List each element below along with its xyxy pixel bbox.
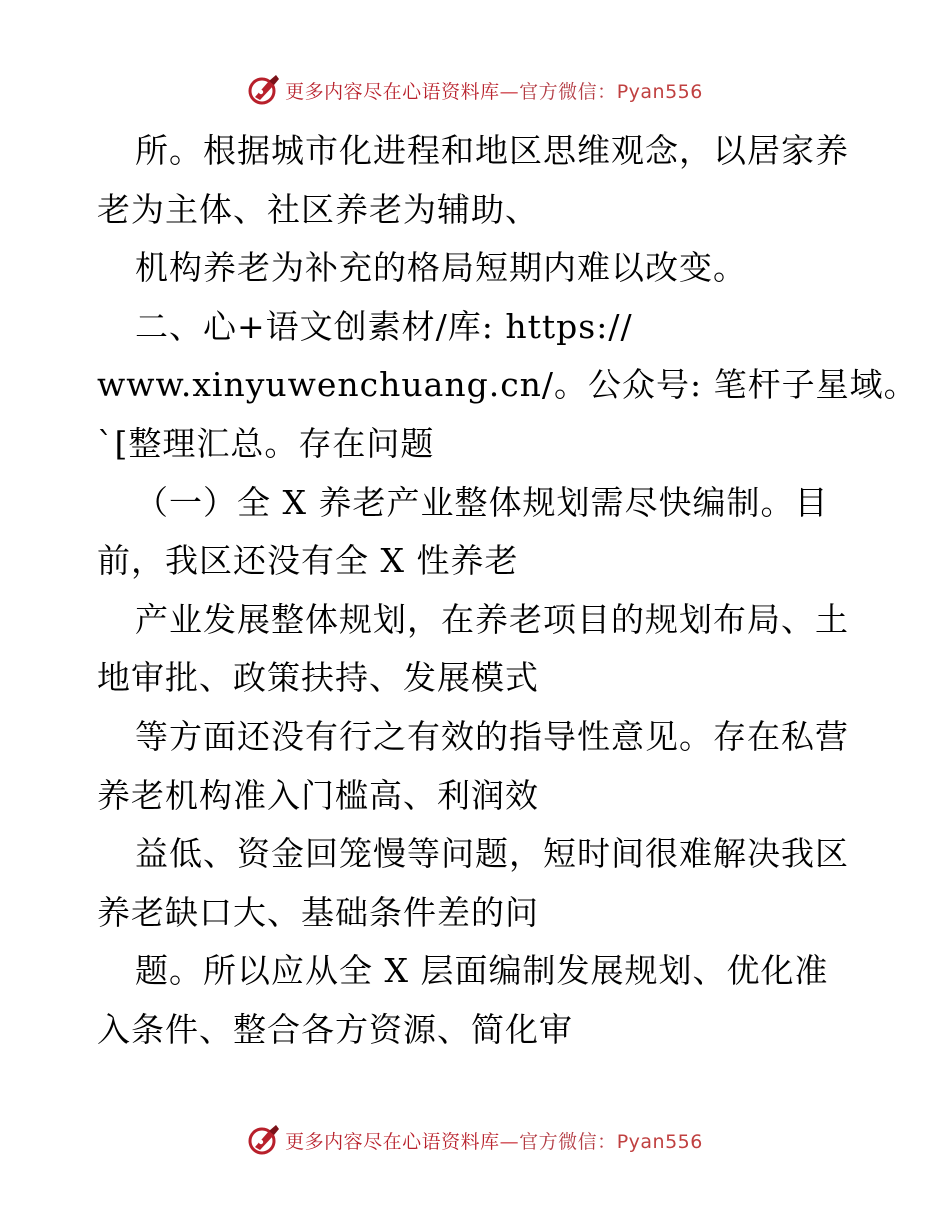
- text-line: 老为主体、社区养老为辅助、: [97, 189, 539, 229]
- pen-nib-logo-icon: [247, 73, 281, 107]
- footer-banner-title: 更多内容尽在心语资料库: [285, 1130, 500, 1153]
- document-body: [97, 122, 918, 1060]
- header-banner: [0, 70, 950, 110]
- text-line: `[整理汇总。存在问题: [97, 423, 435, 463]
- header-banner-dash: —: [499, 80, 520, 103]
- text-line: 机构养老为补充的格局短期内难以改变。: [135, 248, 747, 288]
- footer-banner: [0, 1120, 950, 1160]
- text-line: （一）全 X 养老产业整体规划需尽快编制。目: [135, 482, 829, 522]
- header-wechat-label: 官方微信：: [519, 80, 617, 103]
- text-line: 题。所以应从全 X 层面编制发展规划、优化准: [135, 951, 829, 991]
- text-line: 等方面还没有行之有效的指导性意见。存在私营: [135, 716, 849, 756]
- header-banner-text: [285, 77, 703, 104]
- pen-nib-logo-icon: [247, 1123, 281, 1157]
- header-banner-title: 更多内容尽在心语资料库: [285, 80, 500, 103]
- header-wechat-id: Pyan556: [616, 80, 703, 103]
- text-line: www.xinyuwenchuang.cn/。公众号: 笔杆子星域。: [97, 365, 918, 405]
- text-line: 养老机构准入门槛高、利润效: [97, 775, 539, 815]
- text-line: 二、心+语文创素材/库: https://: [135, 306, 633, 346]
- text-line: 所。根据城市化进程和地区思维观念，以居家养: [135, 131, 849, 170]
- text-line: 地审批、政策扶持、发展模式: [97, 658, 539, 698]
- footer-banner-dash: —: [499, 1130, 520, 1153]
- text-line: 益低、资金回笼慢等问题，短时间很难解决我区: [135, 834, 849, 874]
- text-line: 养老缺口大、基础条件差的问: [97, 892, 539, 932]
- footer-wechat-label: 官方微信：: [519, 1130, 617, 1153]
- footer-banner-text: [285, 1127, 703, 1154]
- text-line: 入条件、整合各方资源、简化审: [97, 1009, 573, 1049]
- text-line: 前，我区还没有全 X 性养老: [97, 541, 519, 581]
- text-line: 产业发展整体规划，在养老项目的规划布局、土: [135, 599, 849, 639]
- footer-wechat-id: Pyan556: [616, 1130, 703, 1153]
